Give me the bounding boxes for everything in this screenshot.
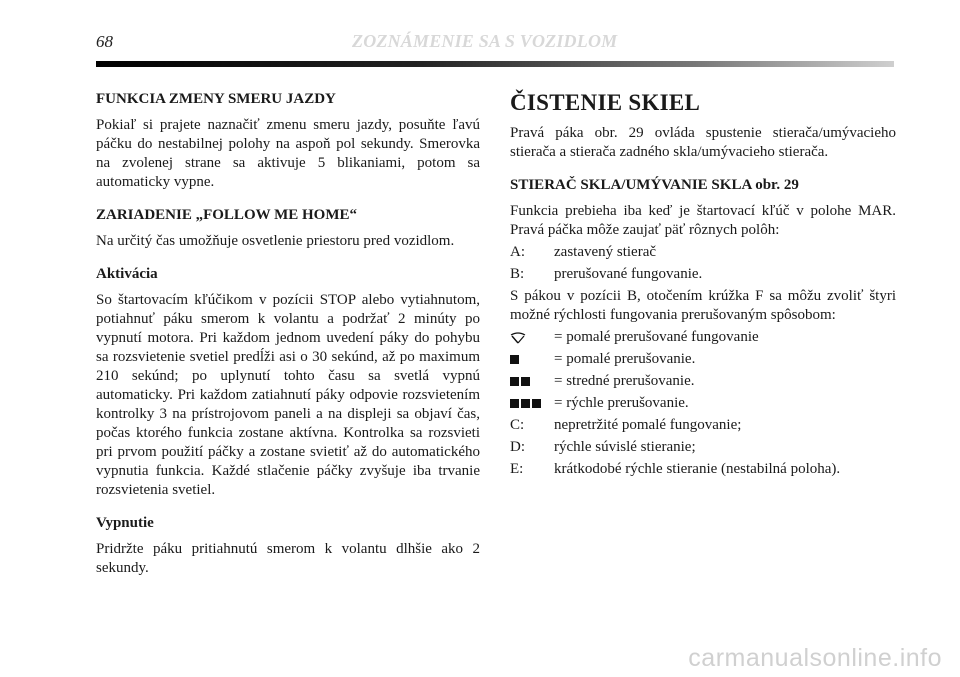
speed-text: = rýchle prerušovanie. — [554, 395, 689, 411]
two-squares-icon — [510, 372, 554, 391]
one-square-icon — [510, 350, 554, 369]
wiper-intermittent-icon — [510, 328, 554, 347]
subheading-activation: Aktivácia — [96, 266, 158, 282]
position-row-b — [510, 265, 896, 284]
header-rule — [96, 61, 894, 67]
speed-row — [510, 372, 896, 391]
paragraph-turn-signal: Pokiaľ si prajete naznačiť zmenu smeru jazdy, posuňte ľavú páčku do nestabilnej polohy na aspoň pol sekundy. Smerovka na zvolenej strane sa aktivuje 5 blikaniami, potom sa automaticky vypne. — [96, 117, 480, 190]
position-key: B: — [510, 266, 525, 282]
position-text: krátkodobé rýchle stieranie (nestabilná poloha). — [554, 461, 841, 477]
section-heading-wiper: STIERAČ SKLA/UMÝVANIE SKLA obr. 29 — [510, 177, 799, 193]
position-row-e — [510, 460, 896, 479]
speed-text: = stredné prerušovanie. — [554, 373, 695, 389]
position-text: zastavený stierač — [554, 244, 657, 260]
position-key: A: — [510, 244, 525, 260]
paragraph-activation: So štartovacím kľúčikom v pozícii STOP alebo vytiahnutom, potiahnuť páku smerom k volantu a podržať 2 minúty po vypnutí motora. Pri každom jednom uvedení páky do pohybu sa rozsvietenie svetiel predĺži asi o 30 sekúnd, až po maximum 210 sekúnd; po uplynutí tohto času sa svetlá vypnú automaticky. Pri každom zatiahnutí páky odpovie rozsvietením kontrolky 3 na prístrojovom paneli a na displeji sa objaví čas, počas ktorého funkcia zostane aktívna. Kontrolka sa rozsvieti pri prvom použití páčky a zostane svietiť až do automatického vypnutia funkcia. Každé stlačenie páčky zvyšuje iba trvanie rozsvietenia svetiel. — [96, 292, 480, 498]
speed-row — [510, 394, 896, 413]
position-text: nepretržité pomalé fungovanie; — [554, 417, 742, 433]
speed-text: = pomalé prerušované fungovanie — [554, 329, 759, 345]
position-key: E: — [510, 461, 524, 477]
section-title-glass-cleaning: ČISTENIE SKIEL — [510, 90, 701, 115]
paragraph-deactivation: Pridržte páku pritiahnutú smerom k volantu dlhšie ako 2 sekundy. — [96, 541, 480, 576]
speed-text: = pomalé prerušovanie. — [554, 351, 696, 367]
three-squares-icon — [510, 394, 554, 413]
speed-row — [510, 328, 896, 347]
paragraph-follow-me-home: Na určitý čas umožňuje osvetlenie priestoru pred vozidlom. — [96, 233, 455, 249]
page-number: 68 — [96, 32, 113, 51]
speed-row — [510, 350, 896, 369]
paragraph-wiper-function: Funkcia prebieha iba keď je štartovací kľúč v polohe MAR. Pravá páčka môže zaujať päť rôznych polôh: — [510, 203, 896, 238]
section-heading-turn-signal: FUNKCIA ZMENY SMERU JAZDY — [96, 91, 336, 107]
section-heading-follow-me-home: ZARIADENIE „FOLLOW ME HOME“ — [96, 207, 357, 223]
paragraph-glass-intro: Pravá páka obr. 29 ovláda spustenie stierača/umývacieho stierača a stierača zadného skla/umývacieho stierača. — [510, 125, 896, 160]
position-text: prerušované fungovanie. — [554, 266, 703, 282]
subheading-deactivation: Vypnutie — [96, 515, 154, 531]
position-row-c — [510, 416, 896, 435]
position-key: D: — [510, 439, 525, 455]
paragraph-ring-speeds: S pákou v pozícii B, otočením krúžka F sa môžu zvoliť štyri možné rýchlosti fungovania prerušovaným spôsobom: — [510, 288, 896, 323]
position-row-d — [510, 438, 896, 457]
position-text: rýchle súvislé stieranie; — [554, 439, 696, 455]
left-column — [96, 90, 480, 592]
position-row-a — [510, 243, 896, 262]
running-title: ZOZNÁMENIE SA S VOZIDLOM — [352, 31, 618, 51]
position-key: C: — [510, 417, 525, 433]
right-column — [510, 90, 896, 482]
watermark: carmanualsonline.info — [688, 644, 942, 672]
